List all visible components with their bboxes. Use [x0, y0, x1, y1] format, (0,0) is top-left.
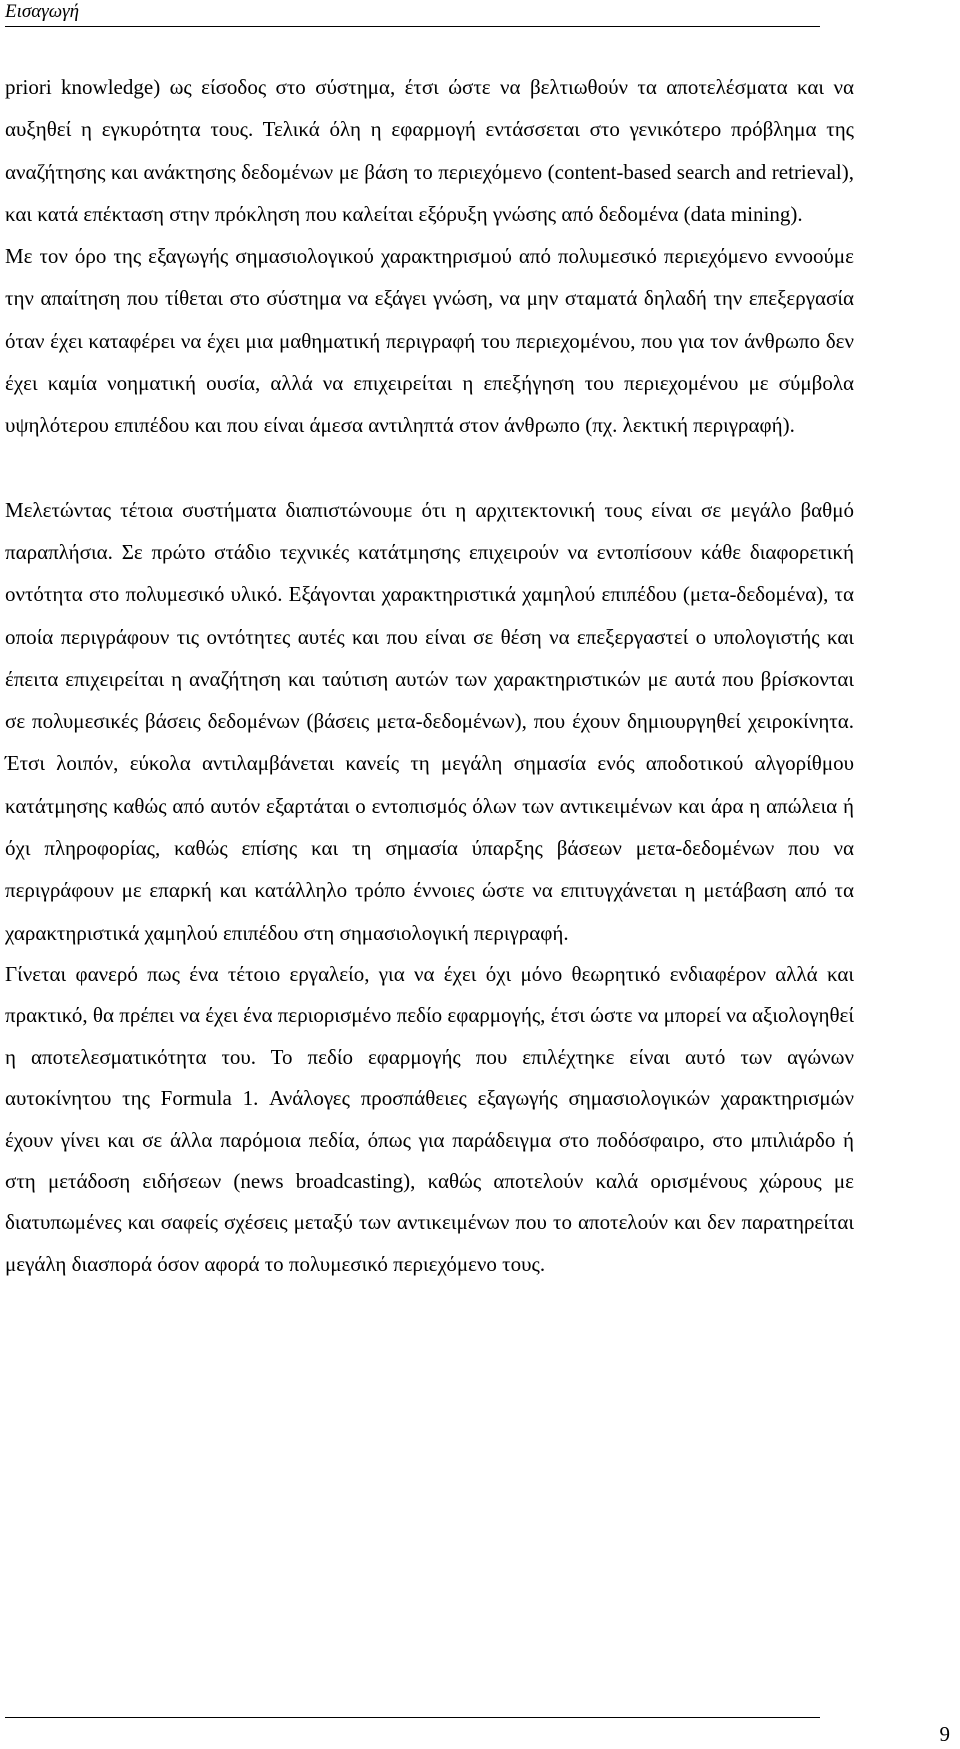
page-number: 9 — [939, 1722, 950, 1746]
running-header-title: Εισαγωγή — [5, 1, 80, 22]
footer-divider — [5, 1717, 820, 1718]
paragraph-1: priori knowledge) ως είσοδος στο σύστημα, έτσι ώστε να βελτιωθούν τα αποτελέσματα και να αυξηθεί η εγκυρότητα τους. Τελικά όλη η εφαρμογή εντάσσεται στο γενικότερο πρόβλημα της αναζήτησης και ανάκτησης δεδομένων με βάση το περιεχόμενο (content-based search and retrieval), και κατά επέκταση στην πρόκληση που καλείται εξόρυξη γνώσης από δεδομένα (data mining). — [5, 75, 854, 226]
paragraph-2: Με τον όρο της εξαγωγής σημασιολογικού χαρακτηρισμού από πολυμεσικό περιεχόμενο εννοούμε την απαίτηση που τίθεται στο σύστημα να εξάγει γνώση, να μην σταματά δηλαδή την επεξεργασία όταν έχει καταφέρει να έχει μια μαθηματική περιγραφή του περιεχομένου, που για τον άνθρωπο δεν έχει καμία νοηματική ουσία, αλλά να επιχειρείται η επεξήγηση του περιεχομένου με σύμβολα υψηλότερου επιπέδου και που είναι άμεσα αντιληπτά στον άνθρωπο (πχ. λεκτική περιγραφή). — [5, 244, 854, 438]
paragraph-4: Γίνεται φανερό πως ένα τέτοιο εργαλείο, για να έχει όχι μόνο θεωρητικό ενδιαφέρον αλλά και πρακτικό, θα πρέπει να έχει ένα περιορισμένο πεδίο εφαρμογής, έτσι ώστε να μπορεί να αξιολογηθεί η αποτελεσματικότητα του. Το πεδίο εφαρμογής που επιλέχτηκε είναι αυτό των αγώνων αυτοκίνητου της Formula 1. Ανάλογες προσπάθειες εξαγωγής σημασιολογικών χαρακτηρισμών έχουν γίνει και σε άλλα παρόμοια πεδία, όπως για παράδειγμα στο ποδόσφαιρο, στο μπιλιάρδο ή στη μετάδοση ειδήσεων (news broadcasting), καθώς αποτελούν καλά ορισμένους χώρους με διατυπωμένες και σαφείς σχέσεις μεταξύ των αντικειμένων που το αποτελούν και δεν παρατηρείται μεγάλη διασπορά όσον αφορά το πολυμεσικό περιεχόμενο τους. — [5, 961, 854, 1276]
paragraph-3: Μελετώντας τέτοια συστήματα διαπιστώνουμε ότι η αρχιτεκτονική τους είναι σε μεγάλο βαθμό παραπλήσια. Σε πρώτο στάδιο τεχνικές κατάτμησης επιχειρούν να εντοπίσουν κάθε διαφορετική οντότητα στο πολυμεσικό υλικό. Εξάγονται χαρακτηριστικά χαμηλού επιπέδου (μετα-δεδομένα), τα οποία περιγράφουν τις οντότητες αυτές και που είναι σε θέση να επεξεργαστεί ο υπολογιστής και έπειτα επιχειρείται η αναζήτηση και ταύτιση αυτών των χαρακτηριστικών με αυτά που βρίσκονται σε πολυμεσικές βάσεις δεδομένων (βάσεις μετα-δεδομένων), που έχουν δημιουργηθεί χειροκίνητα. Έτσι λοιπόν, εύκολα αντιλαμβάνεται κανείς τη μεγάλη σημασία ενός αποδοτικού αλγορίθμου κατάτμησης καθώς από αυτόν εξαρτάται ο εντοπισμός όλων των αντικειμένων και άρα η απώλεια ή όχι πληροφορίας, καθώς επίσης και τη σημασία ύπαρξης βάσεων μετα-δεδομένων που να περιγράφουν με επαρκή και κατάλληλο τρόπο έννοιες ώστε να επιτυγχάνεται η μετάβαση από τα χαρακτηριστικά χαμηλού επιπέδου στη σημασιολογική περιγραφή. — [5, 497, 854, 945]
header-divider — [5, 26, 820, 27]
document-body — [5, 66, 854, 1285]
